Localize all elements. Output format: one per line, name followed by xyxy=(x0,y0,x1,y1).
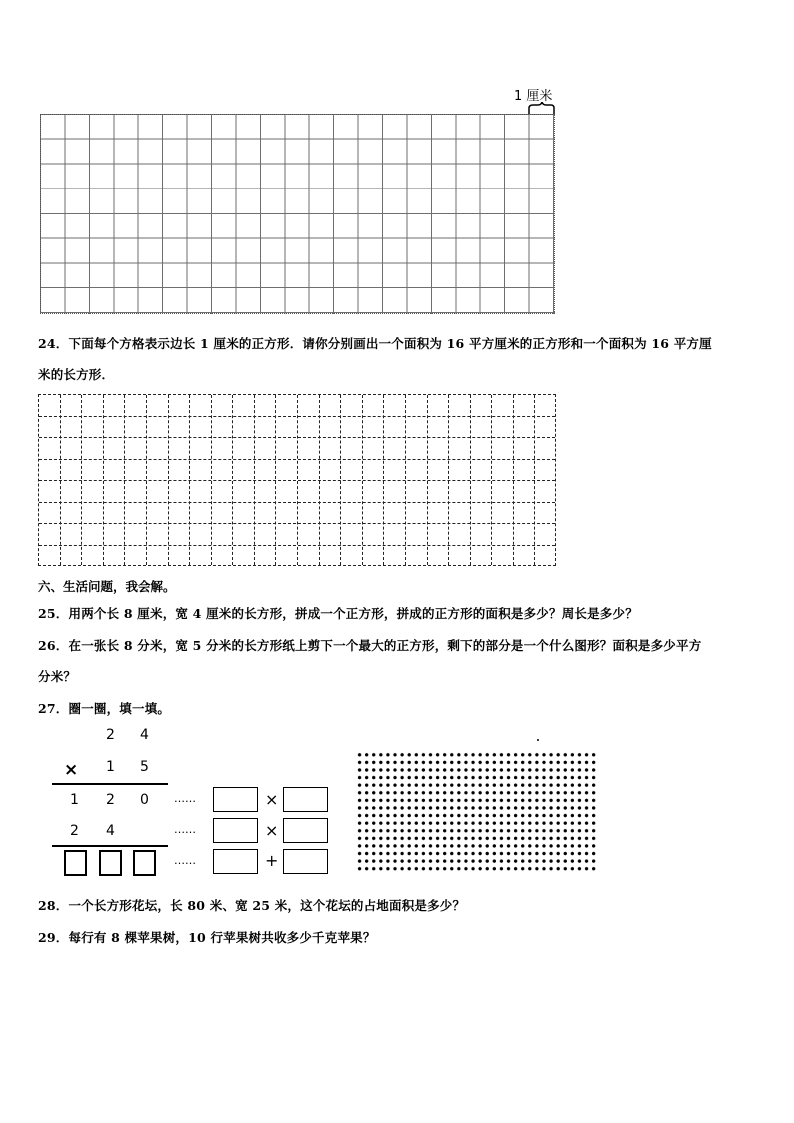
partial1-digit-1: 1 xyxy=(70,792,79,808)
question-29: 29．每行有 8 棵苹果树，10 行苹果树共收多少千克苹果？ xyxy=(38,930,376,945)
grid-hline xyxy=(39,523,555,524)
multiplier-digit-1: 1 xyxy=(106,759,115,775)
partial1-digit-0: 0 xyxy=(140,792,149,808)
answer-box-3a[interactable] xyxy=(213,849,258,874)
dots-1: …… xyxy=(174,792,196,805)
answer-box-1b[interactable] xyxy=(283,787,328,812)
grid-hline xyxy=(39,459,555,460)
multiplicand-digit-2: 2 xyxy=(106,727,115,743)
dotted-grid xyxy=(40,114,555,314)
dot-array[interactable] xyxy=(356,751,598,873)
answer-box-3b[interactable] xyxy=(283,849,328,874)
partial1-digit-2: 2 xyxy=(106,792,115,808)
question-26-line2: 分米？ xyxy=(38,669,77,684)
question-26-line1: 26．在一张长 8 分米，宽 5 分米的长方形纸上剪下一个最大的正方形，剩下的部分是一个什么图形？面积是多少平方 xyxy=(38,638,702,653)
result-box-2[interactable] xyxy=(99,850,122,876)
plus-sign: + xyxy=(265,851,279,870)
grid-hline xyxy=(39,416,555,417)
multiplier-digit-5: 5 xyxy=(140,759,149,775)
times-operator: × xyxy=(64,760,79,780)
dots-3: …… xyxy=(174,854,196,867)
result-box-3[interactable] xyxy=(133,850,156,876)
dashed-grid xyxy=(38,394,556,566)
answer-box-2b[interactable] xyxy=(283,818,328,843)
question-24-line2: 米的长方形． xyxy=(38,367,115,382)
stray-dot xyxy=(537,739,539,741)
result-box-1[interactable] xyxy=(64,850,87,876)
scale-label: 1 厘米 xyxy=(514,89,553,104)
grid-hline xyxy=(39,480,555,481)
rule-line-2 xyxy=(52,845,168,847)
question-27: 27．圈一圈，填一填。 xyxy=(38,701,171,716)
answer-box-1a[interactable] xyxy=(213,787,258,812)
times-sign-1: × xyxy=(265,790,279,809)
partial2-digit-2: 2 xyxy=(70,823,79,839)
question-28: 28．一个长方形花坛，长 80 米、宽 25 米，这个花坛的占地面积是多少？ xyxy=(38,898,466,913)
partial2-digit-4: 4 xyxy=(106,823,115,839)
dots-2: …… xyxy=(174,823,196,836)
grid-hline xyxy=(39,545,555,546)
question-24-line1: 24．下面每个方格表示边长 1 厘米的正方形．请你分别画出一个面积为 16 平方厘米的正方形和一个面积为 16 平方厘 xyxy=(38,336,712,351)
rule-line-1 xyxy=(52,783,168,785)
grid-hline xyxy=(39,437,555,438)
section-6-heading: 六、生活问题，我会解。 xyxy=(38,579,176,594)
answer-box-2a[interactable] xyxy=(213,818,258,843)
times-sign-2: × xyxy=(265,821,279,840)
grid-hline xyxy=(39,502,555,503)
question-25: 25．用两个长 8 厘米，宽 4 厘米的长方形，拼成一个正方形，拼成的正方形的面积是多少？周长是多少？ xyxy=(38,606,638,621)
multiplicand-digit-4: 4 xyxy=(140,727,149,743)
